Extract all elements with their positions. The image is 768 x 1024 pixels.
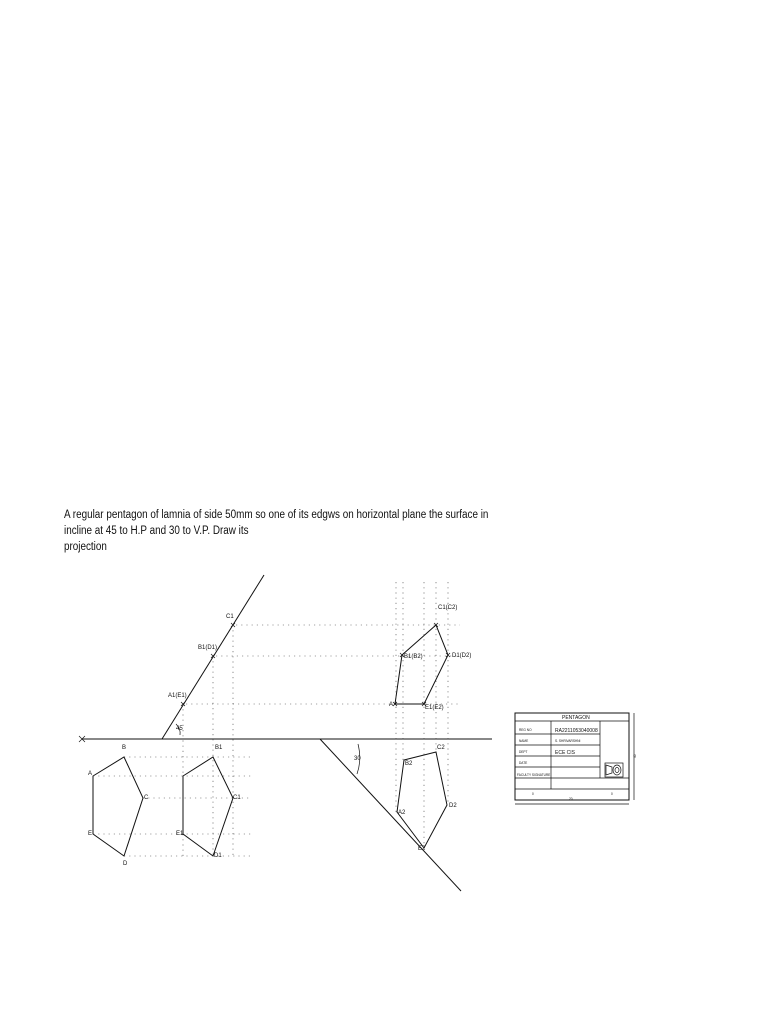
label-fv1-b1d1: B1(D1) [198, 645, 218, 651]
row-value-reg: RA2211053040008 [555, 728, 598, 734]
angle-label-30: 30 [354, 756, 361, 762]
label-tv1-b: B [122, 745, 127, 751]
title-block [515, 713, 637, 804]
top-view-2-pentagon [183, 757, 233, 856]
label-tv3-d2: D2 [449, 803, 457, 809]
label-tv3-b2: B2 [405, 761, 413, 767]
problem-line-2: projection [64, 541, 107, 553]
symbol-box [605, 763, 623, 777]
label-tv3-e2: E2 [418, 846, 426, 852]
row-label-dept: DEPT [519, 750, 528, 754]
dim-bottom-mid: 20 [569, 797, 573, 801]
label-fv1-c1: C1 [226, 614, 234, 620]
label-tv2-e1: E1 [176, 831, 184, 837]
dim-bottom-right: 0 [611, 792, 613, 796]
label-fv1-a1e1: A1(E1) [168, 693, 187, 699]
row-value-dept: ECE CIS [555, 750, 576, 756]
row-label-name: NAME [519, 739, 529, 743]
symbol-inner-circle [615, 768, 619, 773]
vp-inclination-line [320, 739, 461, 891]
label-tv1-e: E [88, 831, 93, 837]
label-fv2-a: A [389, 702, 394, 708]
symbol-circle [613, 765, 621, 775]
dim-right-text: 40 [633, 754, 637, 758]
title-block-title: PENTAGON [562, 715, 590, 721]
label-tv2-c1: C1 [233, 795, 241, 801]
row-label-reg: REG NO [519, 728, 532, 732]
row-label-date: DATE [519, 761, 528, 765]
symbol-cone [606, 765, 612, 775]
label-tv1-d: D [123, 861, 128, 867]
label-fv2-e1e2: E1(E2) [425, 705, 444, 711]
problem-line-1: A regular pentagon of lamnia of side 50mm so one of its edgws on horizontal plane the surface in incline at 45 to H.P and 30 to V.P. Draw its [64, 509, 489, 537]
angle-label-45: 45 [176, 726, 183, 732]
label-fv2-c1c2: C1(C2) [438, 605, 458, 611]
label-tv3-c2: C2 [437, 745, 445, 751]
label-tv1-c: C [144, 795, 149, 801]
row-value-name: S. SHRIVARSHNI [555, 739, 581, 743]
top-view-1-pentagon [93, 757, 143, 856]
label-tv3-a2: A2 [398, 810, 406, 816]
label-tv2-b1: B1 [215, 745, 223, 751]
projection-symbol-icon [605, 763, 623, 777]
label-tv2-d1: D1 [214, 853, 222, 859]
row-label-faculty: FACULTY SIGNATURE [517, 773, 551, 777]
label-fv2-d1d2: D1(D2) [452, 653, 472, 659]
dim-bottom-left: 0 [532, 792, 534, 796]
label-tv1-a: A [88, 771, 93, 777]
title-block-border [515, 713, 629, 800]
label-fv2-b1b2: B1(B2) [404, 654, 423, 660]
